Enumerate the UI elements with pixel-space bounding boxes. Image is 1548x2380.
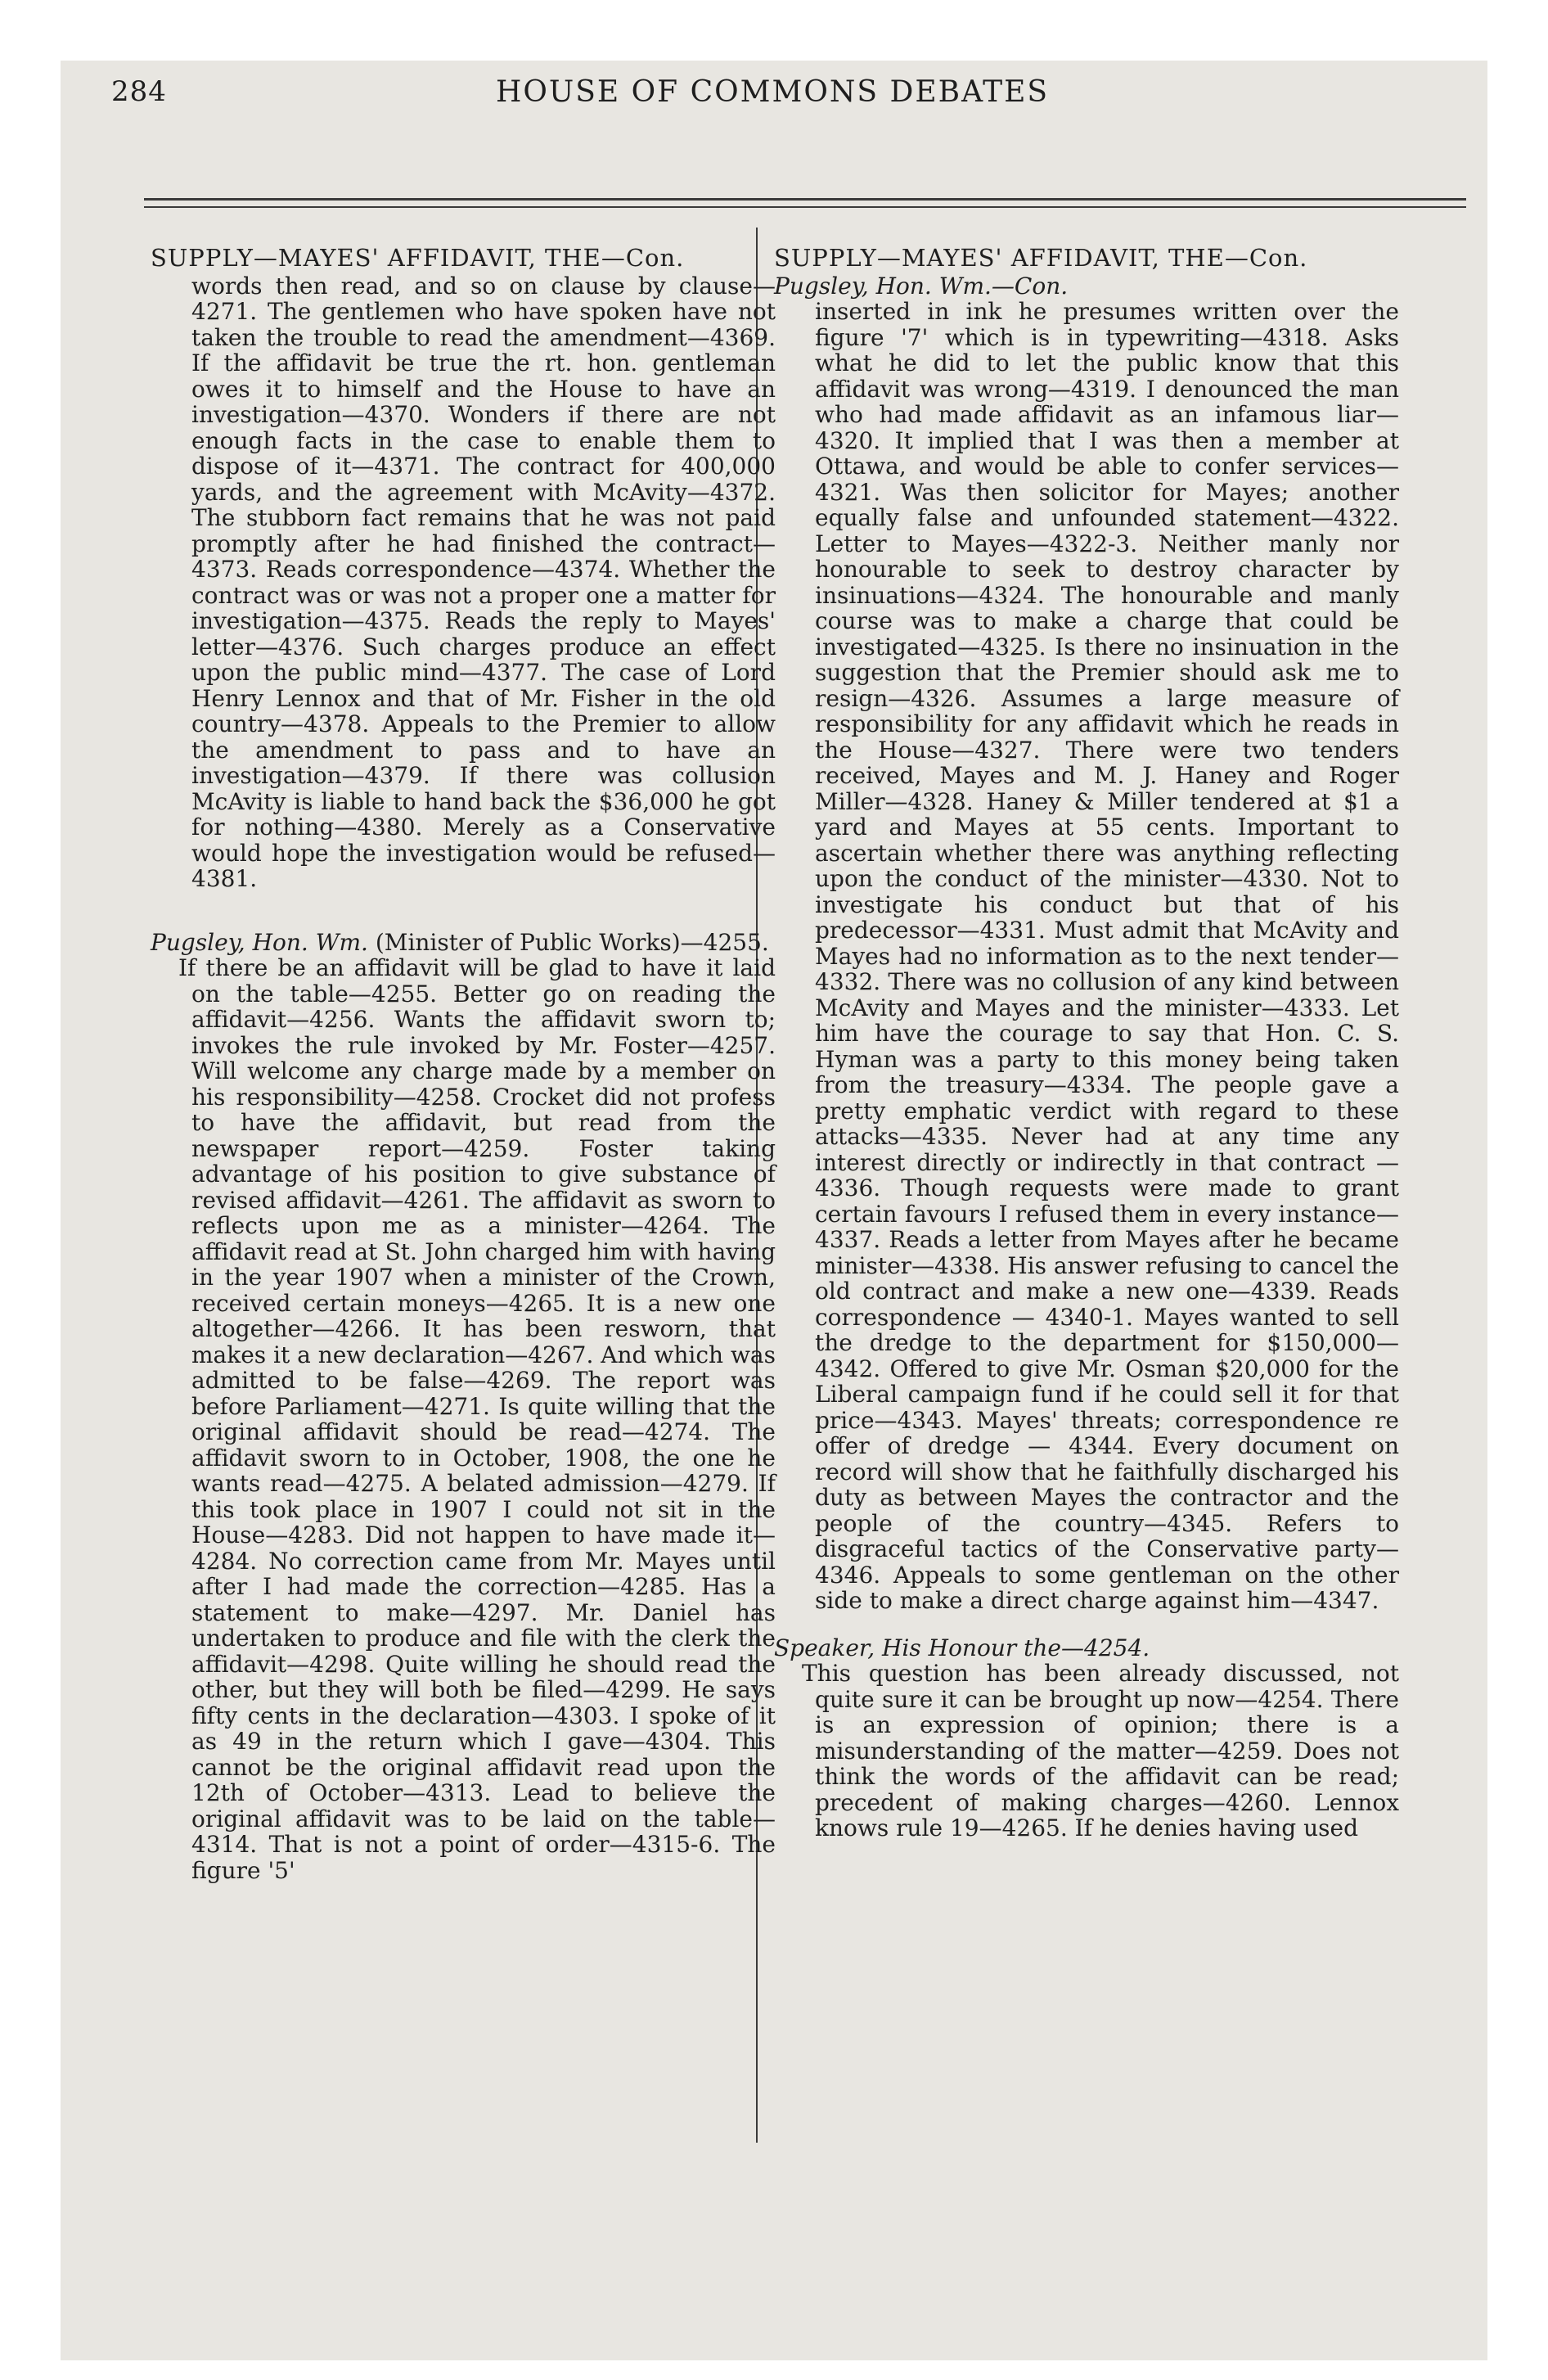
header-rule-bottom — [144, 206, 1466, 208]
page-number: 284 — [111, 75, 167, 108]
speaker-role: (Minister of Public Works)—4255. — [375, 928, 769, 956]
page-title: HOUSE OF COMMONS DEBATES — [496, 75, 1050, 109]
debate-entry: inserted in ink he presumes written over the figure '7' which is in typewriting—4318. Asks what he did to let the public know that this affidavit was wrong—4319. I denounced the man who had made affidavit as an infamous liar—4320. It implied that I was then a member at Ottawa, and would be able to confer services—4321. Was then solicitor for Mayes; another equally false and unfounded statement—4322. Letter to Mayes—4322-3. Neither manly nor honourable to seek to destroy character by insinuations—4324. The honourable and manly course was to make a charge that could be investigated—4325. Is there no insinuation in the suggestion that the Premier should ask me to resign—4326. Assumes a large measure of responsibility for any affidavit which he reads in the House—4327. There were two tenders received, Mayes and M. J. Haney and Roger Miller—4328. Haney & Miller tendered at $1 a yard and Mayes at 55 cents. Important to ascertain whether there was anything reflecting upon the conduct of the minister—4330. Not to investigate his conduct but that of his predecessor—4331. Must admit that McAvity and Mayes had no information as to the next tender—4332. There was no collusion of any kind between McAvity and Mayes and the minister—4333. Let him have the courage to say that Hon. C. S. Hyman was a party to this money being taken from the treasury—4334. The people gave a pretty emphatic verdict with regard to these attacks—4335. Never had at any time any interest directly or indirectly in that contract — 4336. Though requests were made to grant certain favours I refused them in every instance—4337. Reads a letter from Mayes after he became minister—4338. His answer refusing to cancel the old contract and make a new one—4339. Reads correspondence — 4340-1. Mayes wanted to sell the dredge to the department for $150,000—4342. Offered to give Mr. Osman $20,000 for the Liberal campaign fund if he could sell it for that price—4343. Mayes' threats; correspondence re offer of dredge — 4344. Every document on record will show that he faithfully discharged his duty as between Mayes the contractor and the people of the country—4345. Refers to disgraceful tactics of the Conservative party—4346. Appeals to some gentleman on the other side to make a direct charge against him—4347. — [815, 298, 1399, 1614]
debate-entry: words then read, and so on clause by clause—4271. The gentlemen who have spoken have not taken the trouble to read the amendment—4369. If the affidavit be true the rt. hon. gentleman owes it to himself and the House to have an investigation—4370. Wonders if there are not enough facts in the case to enable them to dispose of it—4371. The contract for 400,000 yards, and the agreement with McAvity—4372. The stubborn fact remains that he was not paid promptly after he had finished the contract—4373. Reads correspondence—4374. Whether the contract was or was not a proper one a matter for investigation—4375. Reads the reply to Mayes' letter—4376. Such charges produce an effect upon the public mind—4377. The case of Lord Henry Lennox and that of Mr. Fisher in the old country—4378. Appeals to the Premier to allow the amendment to pass and to have an investigation—4379. If there was collusion McAvity is liable to hand back the $36,000 he got for nothing—4380. Merely as a Conservative would hope the investigation would be refused—4381. — [191, 272, 776, 892]
left-column — [151, 246, 776, 1883]
debate-entry: If there be an affidavit will be glad to have it laid on the table—4255. Better go on reading the affidavit—4256. Wants the affidavit sworn to; invokes the rule invoked by Mr. Foster—4257. Will welcome any charge made by a member on his responsibility—4258. Crocket did not profess to have the affidavit, but read from the newspaper report—4259. Foster taking advantage of his position to give substance of revised affidavit—4261. The affidavit as sworn to reflects upon me as a minister—4264. The affidavit read at St. John charged him with having in the year 1907 when a minister of the Crown, received certain moneys—4265. It is a new one altogether—4266. It has been resworn, that makes it a new declaration—4267. And which was admitted to be false—4269. The report was before Parliament—4271. Is quite willing that the original affidavit should be read—4274. The affidavit sworn to in October, 1908, the one he wants read—4275. A belated admission—4279. If this took place in 1907 I could not sit in the House—4283. Did not happen to have made it—4284. No correction came from Mr. Mayes until after I had made the correction—4285. Has a statement to make—4297. Mr. Daniel has undertaken to produce and file with the clerk the affidavit—4298. Quite willing he should read the other, but they will both be filed—4299. He says fifty cents in the declaration—4303. I spoke of it as 49 in the return which I gave—4304. This cannot be the original affidavit read upon the 12th of October—4313. Lead to believe the original affidavit was to be laid on the table—4314. That is not a point of order—4315-6. The figure '5' — [178, 954, 776, 1884]
speaker-name — [151, 930, 776, 956]
section-heading: SUPPLY—MAYES' AFFIDAVIT, THE—Con. — [151, 244, 685, 272]
header-rule-top — [144, 198, 1466, 201]
running-head — [111, 75, 1483, 124]
debate-entry: This question has been already discussed, not quite sure it can be brought up now—4254. There is an expression of opinion; there is a misunderstanding of the matter—4259. Does not think the words of the affidavit can be read; precedent of making charges—4260. Lennox knows rule 19—4265. If he denies having used — [802, 1660, 1399, 1841]
speaker-name: Speaker, His Honour the—4254. — [774, 1634, 1150, 1661]
right-column — [774, 246, 1399, 1841]
speaker-continued: Pugsley, Hon. Wm.—Con. — [774, 272, 1069, 300]
speaker-name-text: Pugsley, Hon. Wm. — [151, 928, 368, 956]
section-heading: SUPPLY—MAYES' AFFIDAVIT, THE—Con. — [774, 244, 1308, 272]
